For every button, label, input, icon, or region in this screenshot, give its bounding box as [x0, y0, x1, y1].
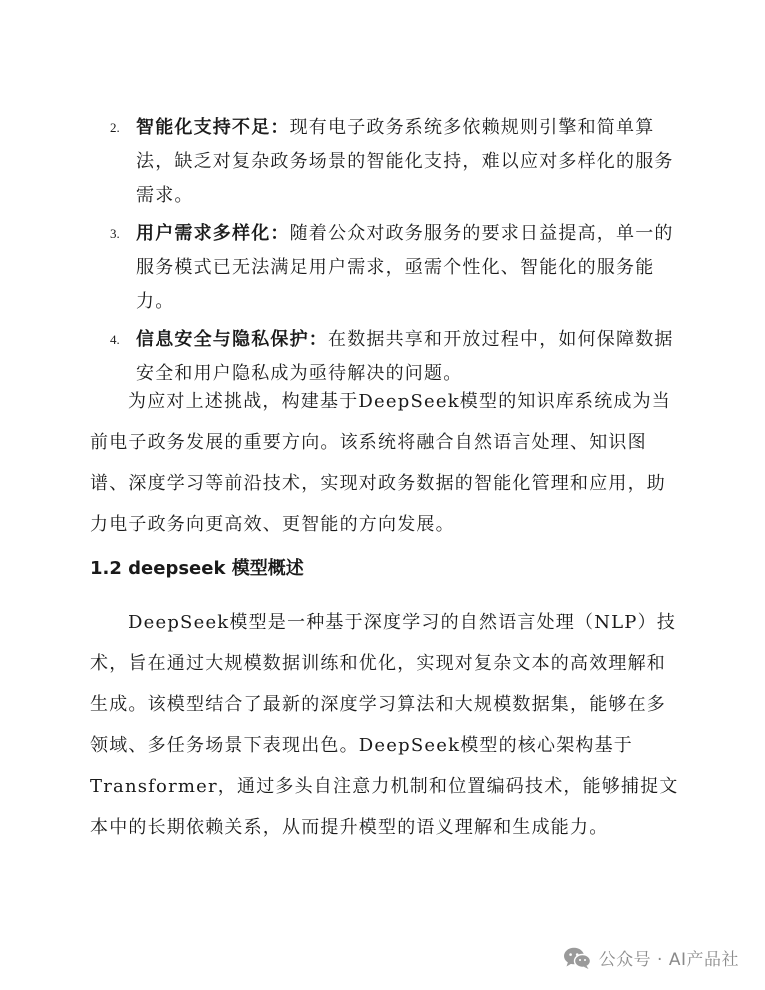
list-item-heading: 用户需求多样化： — [136, 223, 290, 244]
list-item-heading: 信息安全与隐私保护： — [136, 329, 328, 350]
list-number: 2. — [110, 120, 120, 135]
list-item-text — [136, 217, 690, 319]
body-paragraph: DeepSeek模型是一种基于深度学习的自然语言处理（NLP）技术，旨在通过大规模数据训练和优化，实现对复杂文本的高效理解和生成。该模型结合了最新的深度学习算法和大规模数据集，能够在多领域、多任务场景下表现出色。DeepSeek模型的核心架构基于Transformer，通过多头自注意力机制和位置编码技术，能够捕捉文本中的长期依赖关系，从而提升模型的语义理解和生成能力。 — [90, 612, 679, 838]
list-item-heading: 智能化支持不足： — [136, 117, 290, 138]
list-item-body: 在数据共享和开放过程中，如何保障数据安全和用户隐私成为亟待解决的问题。 — [136, 329, 674, 384]
watermark — [563, 945, 739, 970]
list-number: 3. — [110, 226, 120, 241]
list-item — [110, 217, 690, 319]
list-number: 4. — [110, 332, 120, 347]
list-item-body: 现有电子政务系统多依赖规则引擎和简单算法，缺乏对复杂政务场景的智能化支持，难以应对多样化的服务需求。 — [136, 117, 674, 206]
list-item-text — [136, 111, 690, 213]
body-paragraph: 为应对上述挑战，构建基于DeepSeek模型的知识库系统成为当前电子政务发展的重要方向。该系统将融合自然语言处理、知识图谱、深度学习等前沿技术，实现对政务数据的智能化管理和应用，助力电子政务向更高效、更智能的方向发展。 — [90, 391, 671, 535]
section-heading: 1.2 deepseek 模型概述 — [90, 558, 304, 579]
list-item-body: 随着公众对政务服务的要求日益提高，单一的服务模式已无法满足用户需求，亟需个性化、智能化的服务能力。 — [136, 223, 674, 312]
wechat-icon — [563, 946, 591, 970]
challenge-list — [110, 111, 690, 395]
list-item — [110, 111, 690, 213]
watermark-text: 公众号 · AI产品社 — [598, 950, 739, 970]
